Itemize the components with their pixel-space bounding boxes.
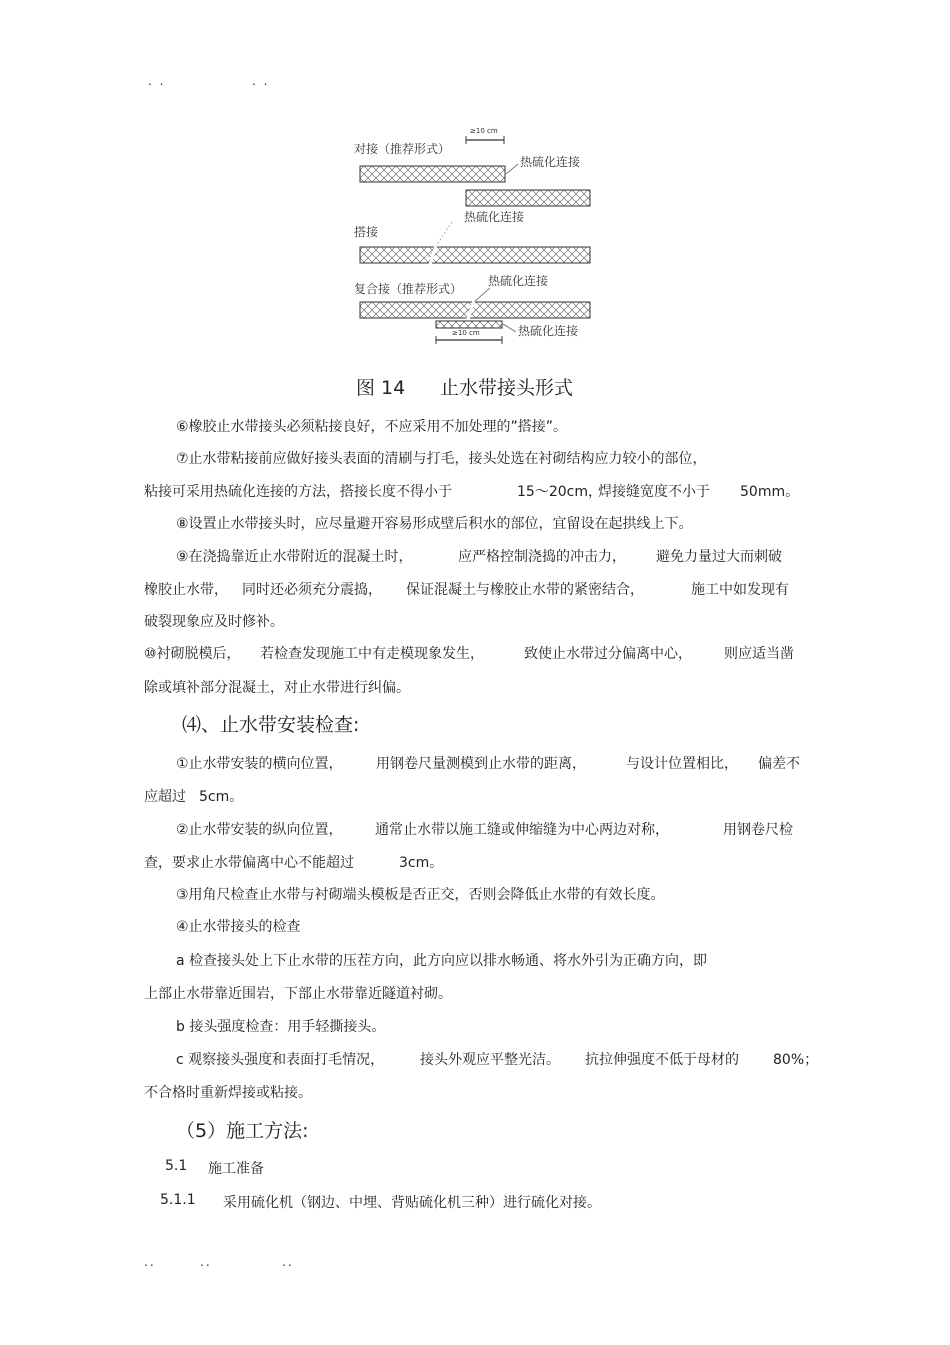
header-dots-left: . . [148,74,166,88]
paragraph-9-line1-a: ⑨在浇捣靠近止水带附近的混凝土时， [176,549,413,565]
cover-strip [436,321,502,328]
item-1-line2-b: 5cm。 [199,789,244,805]
leader-line [503,324,516,332]
header-dots-right: . . [252,74,270,88]
item-4c-line2: 不合格时重新焊接或粘接。 [144,1085,312,1101]
item-3: ③用角尺检查止水带与衬砌端头模板是否正交，否则会降低止水带的有效长度。 [176,887,665,903]
item-2-line2-b: 3cm。 [399,855,444,871]
hot-vulcanize-label: 热硫化连接 [488,274,549,288]
paragraph-7-line1: ⑦止水带粘接前应做好接头表面的清刷与打毛，接头处选在衬砌结构应力较小的部位， [176,451,707,467]
paragraph-7-line2-b: 15～20cm， [517,484,602,500]
item-1-line1-a: ①止水带安装的横向位置， [176,756,343,772]
paragraph-7-line2-d: 50mm。 [740,484,800,500]
subsection-5-1-1-text: 采用硫化机（钢边、中埋、背贴硫化机三种）进行硫化对接。 [223,1195,601,1211]
item-1-line1-c: 与设计位置相比， [626,756,738,772]
paragraph-9-line1-c: 避免力量过大而刺破 [656,549,782,565]
dim-label-bottom: ≥10 cm [452,329,480,337]
hot-vulcanize-label: 热硫化连接 [520,155,581,169]
paragraph-9-line2-d: 施工中如发现有 [691,582,789,598]
hot-vulcanize-label: 热硫化连接 [464,210,525,224]
paragraph-10-line1-c: 致使止水带过分偏离中心， [524,646,692,662]
section-5-heading: （5）施工方法: [176,1120,309,1142]
band-upper [360,166,505,182]
paragraph-9-line2-a: 橡胶止水带， [144,582,228,598]
paragraph-9-line2-c: 保证混凝土与橡胶止水带的紧密结合， [406,582,644,598]
band-composite [360,302,590,318]
item-1-line2-a: 应超过 [144,789,186,805]
paragraph-10-line1-d: 则应适当凿 [724,646,794,662]
dim-label-top: ≥10 cm [470,127,498,135]
hot-vulcanize-label: 热硫化连接 [518,324,579,338]
item-1-line1-d: 偏差不 [758,756,800,772]
paragraph-7-line2-c: 焊接缝宽度不小于 [598,484,710,500]
joint-forms-figure [340,118,610,348]
item-2-line1-a: ②止水带安装的纵向位置， [176,822,343,838]
paragraph-9-line3: 破裂现象应及时修补。 [144,614,284,630]
band-lap [360,247,590,263]
subsection-5-1-title: 施工准备 [208,1161,264,1177]
item-4b: b 接头强度检查：用手轻撕接头。 [176,1019,386,1035]
paragraph-9-line1-b: 应严格控制浇捣的冲击力， [458,549,626,565]
lap-joint-label: 搭接 [354,225,379,239]
subsection-5-1-1-number: 5.1.1 [160,1192,196,1208]
item-4c-line1-c: 抗拉伸强度不低于母材的 [585,1052,739,1068]
item-4a-line2: 上部止水带靠近围岩，下部止水带靠近隧道衬砌。 [144,986,452,1002]
paragraph-9-line2-b: 同时还必须充分震捣， [242,582,382,598]
paragraph-8: ⑧设置止水带接头时，应尽量避开容易形成壁后积水的部位，宜留设在起拱线上下。 [176,516,693,532]
figure-caption-text: 止水带接头形式 [440,377,574,399]
section-4-heading: ⑷、止水带安装检查: [182,714,360,736]
subsection-5-1-number: 5.1 [165,1158,188,1174]
band-lower [466,190,590,206]
item-4: ④止水带接头的检查 [176,919,301,935]
footer-dots: .. [282,1255,294,1269]
paragraph-10-line2: 除或填补部分混凝土，对止水带进行纠偏。 [144,680,410,696]
paragraph-10-line1-b: 若检查发现施工中有走模现象发生， [260,646,484,662]
item-2-line1-c: 用钢卷尺检 [723,822,793,838]
item-2-line1-b: 通常止水带以施工缝或伸缩缝为中心两边对称， [375,822,669,838]
footer-dots: .. [144,1255,156,1269]
item-1-line1-b: 用钢卷尺量测模到止水带的距离， [376,756,586,772]
item-4c-line1-d: 80%； [773,1052,819,1068]
leader-line [506,164,518,174]
item-4a-line1: a 检查接头处上下止水带的压茬方向，此方向应以排水畅通、将水外引为正确方向，即 [176,953,708,969]
paragraph-6: ⑥橡胶止水带接头必须粘接良好，不应采用不加处理的”搭接”。 [176,419,568,435]
leader-line [474,288,490,302]
paragraph-7-line2-a: 粘接可采用热硫化连接的方法，搭接长度不得小于 [144,484,452,500]
composite-joint-label: 复合接（推荐形式） [354,282,463,296]
paragraph-10-line1-a: ⑩衬砌脱模后， [144,646,241,662]
item-4c-line1-a: c 观察接头强度和表面打毛情况， [176,1052,385,1068]
figure-caption-number: 图 14 [356,377,406,399]
footer-dots: .. [200,1255,212,1269]
item-4c-line1-b: 接头外观应平整光洁。 [420,1052,560,1068]
item-2-line2-a: 查，要求止水带偏离中心不能超过 [144,855,354,871]
butt-joint-label: 对接（推荐形式） [354,142,451,156]
